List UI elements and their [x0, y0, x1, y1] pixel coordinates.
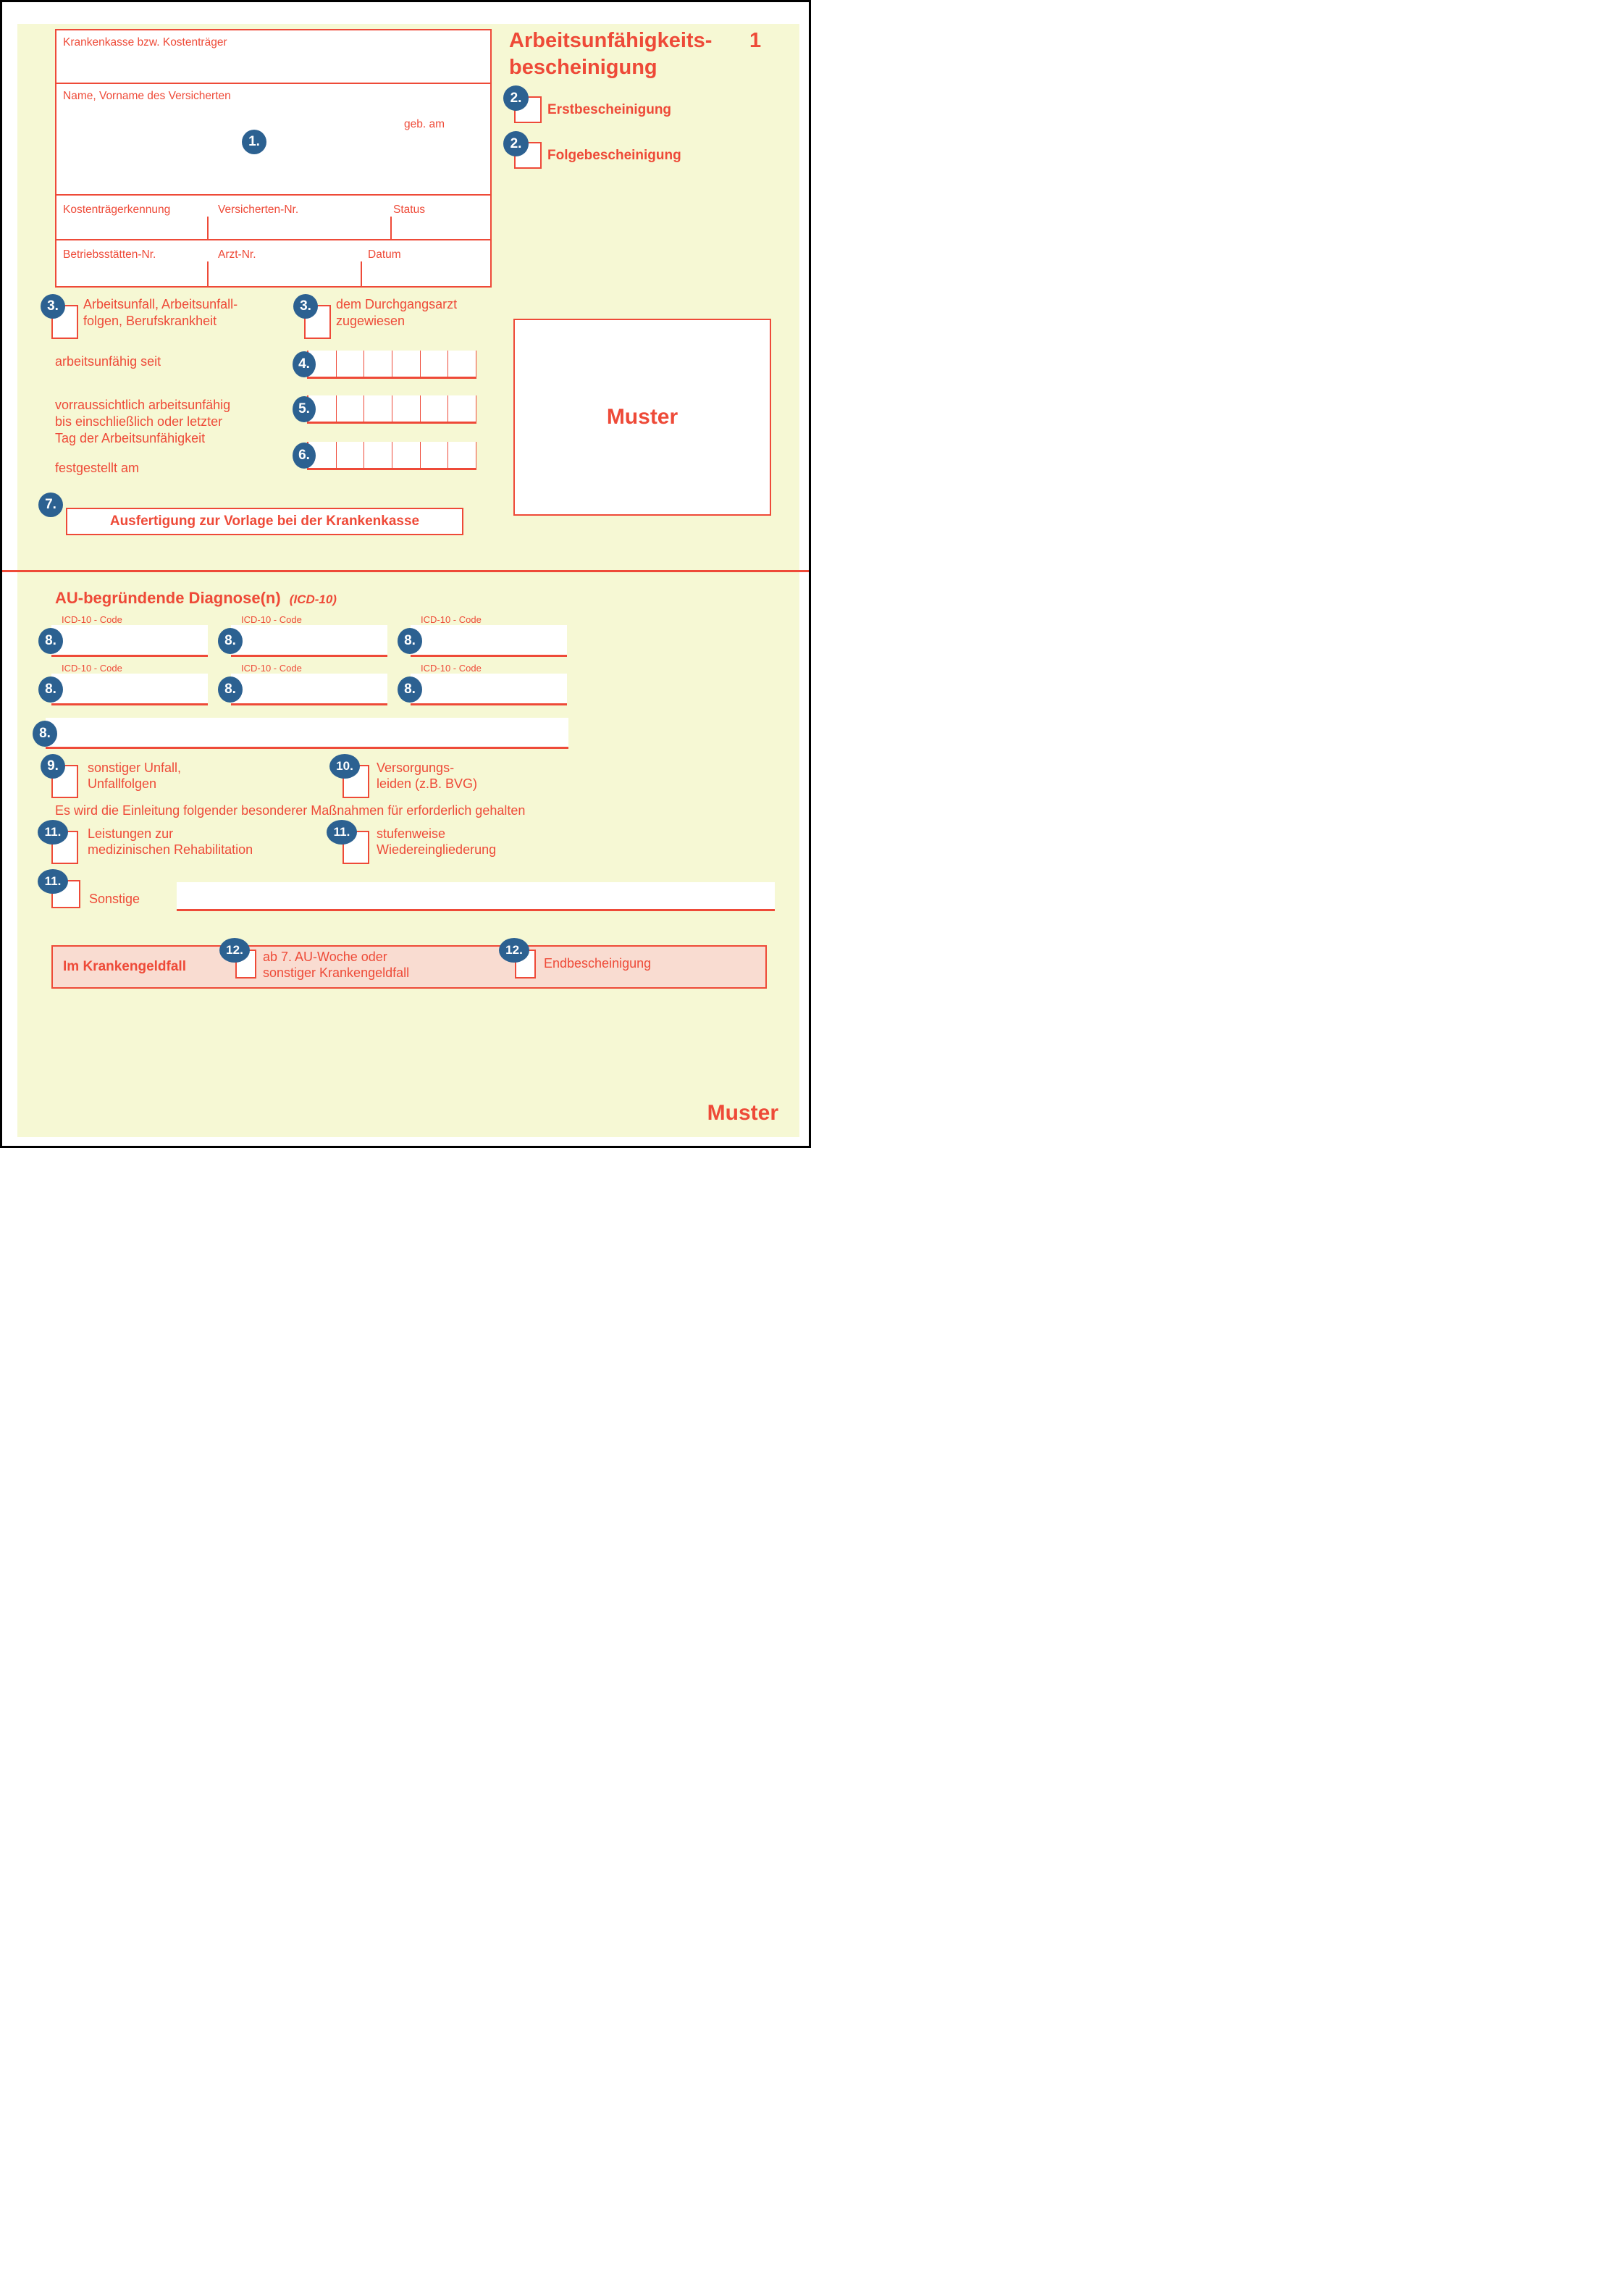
marker-11: 11.: [38, 820, 68, 845]
marker-1: 1.: [242, 130, 266, 154]
icd-code-field-wide[interactable]: [46, 718, 568, 749]
site-number-label: Betriebsstätten-Nr.: [63, 248, 156, 261]
diagnosis-title: AU-begründende Diagnose(n) (ICD-10): [55, 589, 337, 607]
office-row-separator: [207, 261, 209, 286]
marker-12: 12.: [219, 938, 250, 963]
id-row-separator: [390, 217, 392, 239]
doctor-number-label: Arzt-Nr.: [218, 248, 256, 261]
cost-carrier-id-label: Kostenträgerkennung: [63, 204, 171, 216]
icd-code-field-6[interactable]: [411, 674, 567, 705]
icd-code-field-4[interactable]: [51, 674, 208, 705]
id-row-separator: [207, 217, 209, 239]
icd-code-label: ICD-10 - Code: [62, 614, 122, 625]
pension-condition-label: Versorgungs- leiden (z.B. BVG): [377, 761, 478, 791]
other-measure-label: Sonstige: [89, 892, 140, 906]
muster-watermark: Muster: [606, 404, 678, 429]
office-row-box[interactable]: [55, 239, 492, 288]
marker-12: 12.: [499, 938, 529, 963]
unfit-since-label: arbeitsunfähig seit: [55, 354, 161, 369]
marker-8: 8.: [398, 676, 422, 703]
section-divider: [2, 570, 809, 572]
marker-8: 8.: [218, 628, 243, 654]
determined-on-label: festgestellt am: [55, 461, 140, 475]
marker-8: 8.: [398, 628, 422, 654]
marker-4: 4.: [293, 351, 316, 377]
marker-8: 8.: [38, 676, 63, 703]
followup-certificate-label: Folgebescheinigung: [547, 147, 681, 163]
dob-label: geb. am: [404, 118, 445, 130]
rehab-label: Leistungen zur medizinischen Rehabilitation: [88, 826, 253, 857]
marker-9: 9.: [41, 754, 65, 779]
week7-label: ab 7. AU-Woche oder sonstiger Krankengeldfall: [263, 950, 410, 980]
marker-11: 11.: [327, 820, 357, 845]
au-form-page: [0, 0, 811, 1148]
icd-code-label: ICD-10 - Code: [62, 663, 122, 674]
final-certificate-label: Endbescheinigung: [544, 956, 652, 971]
unfit-since-date-field[interactable]: [307, 351, 476, 379]
marker-8: 8.: [33, 721, 57, 747]
marker-6: 6.: [293, 443, 316, 469]
work-accident-label: Arbeitsunfall, Arbeitsunfall- folgen, Berufskrankheit: [83, 297, 238, 328]
marker-3: 3.: [293, 294, 318, 319]
other-measure-field[interactable]: [177, 882, 775, 911]
marker-11: 11.: [38, 869, 68, 894]
marker-2: 2.: [503, 131, 529, 156]
status-label: Status: [393, 204, 425, 216]
form-number: 1: [749, 29, 762, 52]
sick-pay-title: Im Krankengeldfall: [63, 959, 186, 975]
icd-code-label: ICD-10 - Code: [421, 614, 482, 625]
insurance-carrier-label: Krankenkasse bzw. Kostenträger: [63, 36, 227, 49]
copy-note-box: [66, 508, 463, 535]
marker-3: 3.: [41, 294, 65, 319]
marker-8: 8.: [218, 676, 243, 703]
form-title-line1: Arbeitsunfähigkeits-: [509, 29, 713, 52]
muster-stamp-box: [513, 319, 771, 516]
marker-7: 7.: [38, 493, 63, 517]
marker-8: 8.: [38, 628, 63, 654]
id-row-box[interactable]: [55, 194, 492, 240]
icd-code-field-3[interactable]: [411, 625, 567, 657]
icd-code-label: ICD-10 - Code: [421, 663, 482, 674]
marker-2: 2.: [503, 85, 529, 111]
measures-intro-label: Es wird die Einleitung folgender besonderer Maßnahmen für erforderlich gehalten: [55, 803, 526, 818]
icd-code-label: ICD-10 - Code: [241, 663, 302, 674]
unfit-until-date-field[interactable]: [307, 395, 476, 424]
duty-doctor-label: dem Durchgangsarzt zugewiesen: [336, 297, 458, 328]
unfit-until-label: vorraussichtlich arbeitsunfähig bis einschließlich oder letzter Tag der Arbeitsunfähigkeit: [55, 398, 231, 445]
icd-code-field-1[interactable]: [51, 625, 208, 657]
other-accident-label: sonstiger Unfall, Unfallfolgen: [88, 761, 182, 791]
muster-watermark-bottom: Muster: [707, 1101, 778, 1125]
copy-note-label: Ausfertigung zur Vorlage bei der Krankenkasse: [109, 514, 420, 529]
date-label: Datum: [368, 248, 401, 261]
determined-on-date-field[interactable]: [307, 442, 476, 470]
icd-code-field-2[interactable]: [231, 625, 387, 657]
marker-5: 5.: [293, 396, 316, 422]
icd-code-field-5[interactable]: [231, 674, 387, 705]
reintegration-label: stufenweise Wiedereingliederung: [377, 826, 497, 857]
insured-number-label: Versicherten-Nr.: [218, 204, 299, 216]
office-row-separator: [361, 261, 362, 286]
patient-name-label: Name, Vorname des Versicherten: [63, 90, 231, 102]
form-title-line2: bescheinigung: [509, 56, 657, 79]
marker-10: 10.: [329, 754, 360, 779]
icd-code-label: ICD-10 - Code: [241, 614, 302, 625]
first-certificate-label: Erstbescheinigung: [547, 101, 672, 117]
